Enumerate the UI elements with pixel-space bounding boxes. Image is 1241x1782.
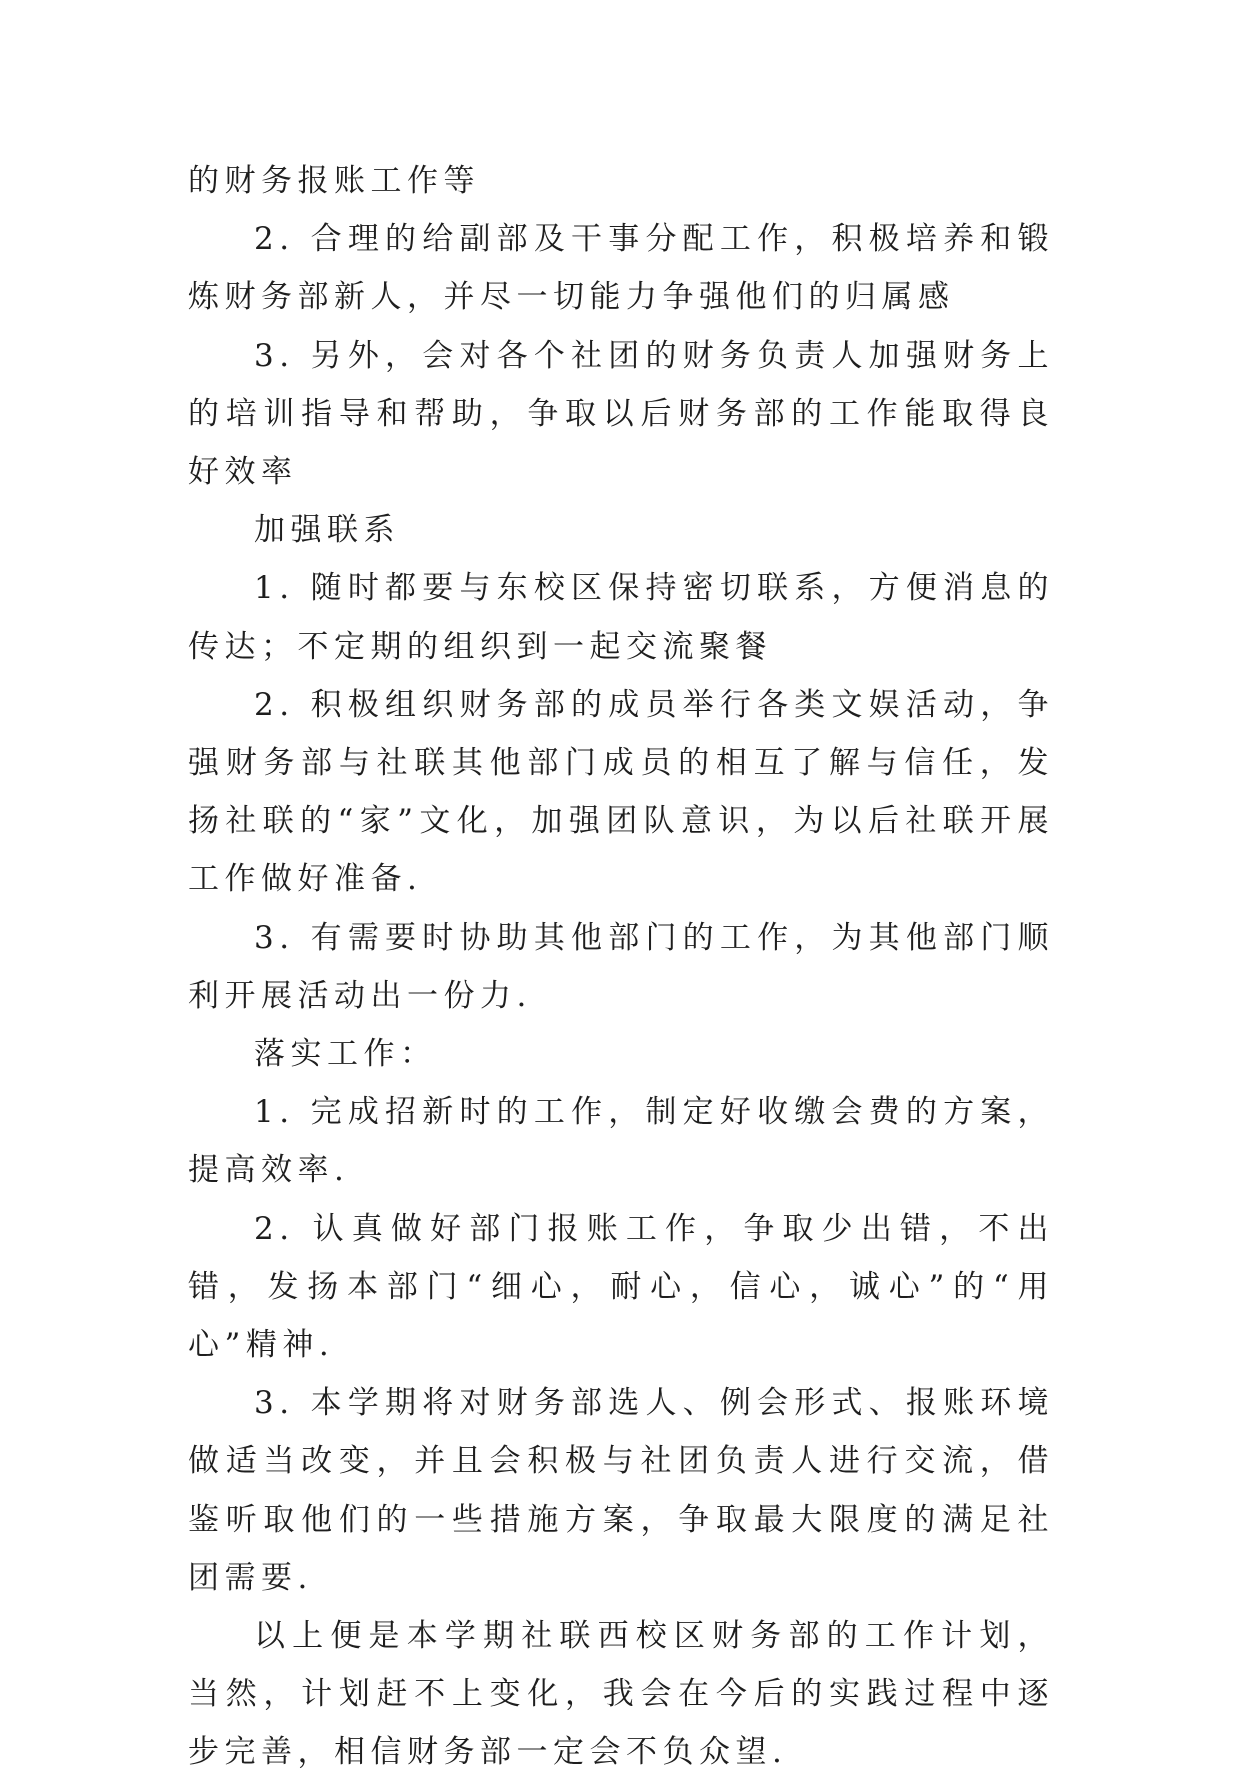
paragraph-contact-item-1: 1. 随时都要与东校区保持密切联系，方便消息的传达；不定期的组织到一起交流聚餐 xyxy=(188,570,1054,665)
paragraph-continuation: 的财务报账工作等 xyxy=(188,163,480,199)
paragraph-conclusion: 以上便是本学期社联西校区财务部的工作计划，当然，计划赶不上变化，我会在今后的实践过程中逐步完善，相信财务部一定会不负众望. xyxy=(188,1618,1054,1771)
document-page xyxy=(188,152,1054,1782)
paragraph-implementation-item-1: 1. 完成招新时的工作，制定好收缴会费的方案，提高效率. xyxy=(188,1094,1054,1189)
paragraph-implementation-item-3: 3. 本学期将对财务部选人、例会形式、报账环境做适当改变，并且会积极与社团负责人进行交流，借鉴听取他们的一些措施方案，争取最大限度的满足社团需要. xyxy=(188,1385,1054,1596)
section-heading-implementation: 落实工作： xyxy=(254,1036,437,1073)
paragraph-contact-item-3: 3. 有需要时协助其他部门的工作，为其他部门顺利开展活动出一份力. xyxy=(188,919,1054,1014)
paragraph-item-2-division: 2. 合理的给副部及干事分配工作，积极培养和锻炼财务部新人，并尽一切能力争强他们的归属感 xyxy=(188,221,1054,316)
section-heading-contact: 加强联系 xyxy=(254,512,400,549)
paragraph-contact-item-2: 2. 积极组织财务部的成员举行各类文娱活动，争强财务部与社联其他部门成员的相互了解与信任，发扬社联的“家”文化，加强团队意识，为以后社联开展工作做好准备. xyxy=(188,686,1054,898)
paragraph-item-3-training: 3. 另外，会对各个社团的财务负责人加强财务上的培训指导和帮助，争取以后财务部的工作能取得良好效率 xyxy=(188,337,1054,491)
paragraph-implementation-item-2: 2. 认真做好部门报账工作，争取少出错，不出错，发扬本部门“细心，耐心，信心，诚心”的“用心”精神. xyxy=(188,1210,1054,1364)
